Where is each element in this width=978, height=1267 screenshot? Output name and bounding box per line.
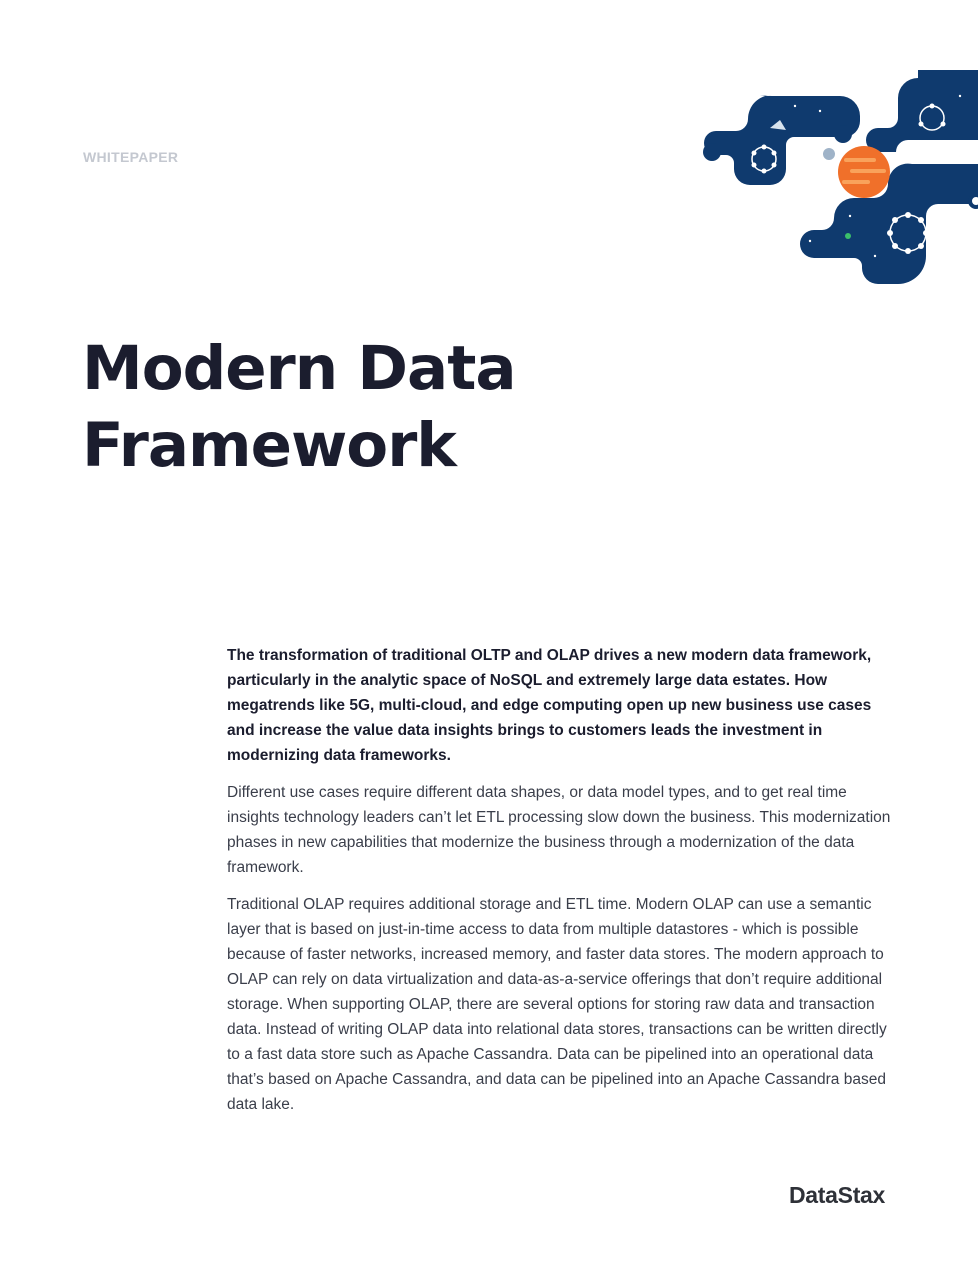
space-illustration	[700, 66, 978, 288]
datastax-logo: DataStax	[789, 1182, 886, 1208]
lead-paragraph: The transformation of traditional OLTP and OLAP drives a new modern data framework, particularly in the analytic space of NoSQL and extremely large data estates. How megatrends like 5G, multi-cloud, and edge computing open up new business use cases and increase the value data insights brings to customers leads the investment in modernizing data frameworks.	[227, 647, 872, 764]
page-title	[82, 330, 602, 484]
body-text	[227, 643, 899, 1129]
title-line-2: Framework	[82, 410, 456, 481]
paragraph: Different use cases require different data shapes, or data model types, and to get real time insights technology leaders can’t let ETL processing slow down the business. This modernization phases in new capabilities that modernize the business through a modernization of the data framework.	[227, 784, 891, 876]
title-line-1: Modern Data	[82, 333, 516, 404]
document-type-label: WHITEPAPER	[83, 149, 179, 165]
planet-icon	[838, 146, 890, 198]
paragraph: Traditional OLAP requires additional storage and ETL time. Modern OLAP can use a semantic layer that is based on just-in-time access to data from multiple datastores - which is possible because of faster networks, increased memory, and faster data stores. The modern approach to OLAP can rely on data virtualization and data-as-a-service offerings that don’t require additional storage. When supporting OLAP, there are several options for storing raw data and transaction data. Instead of writing OLAP data into relational data stores, transactions can be written directly to a fast data store such as Apache Cassandra. Data can be pipelined into an operational data that’s based on Apache Cassandra, and data can be pipelined into an Apache Cassandra based data lake.	[227, 896, 887, 1113]
